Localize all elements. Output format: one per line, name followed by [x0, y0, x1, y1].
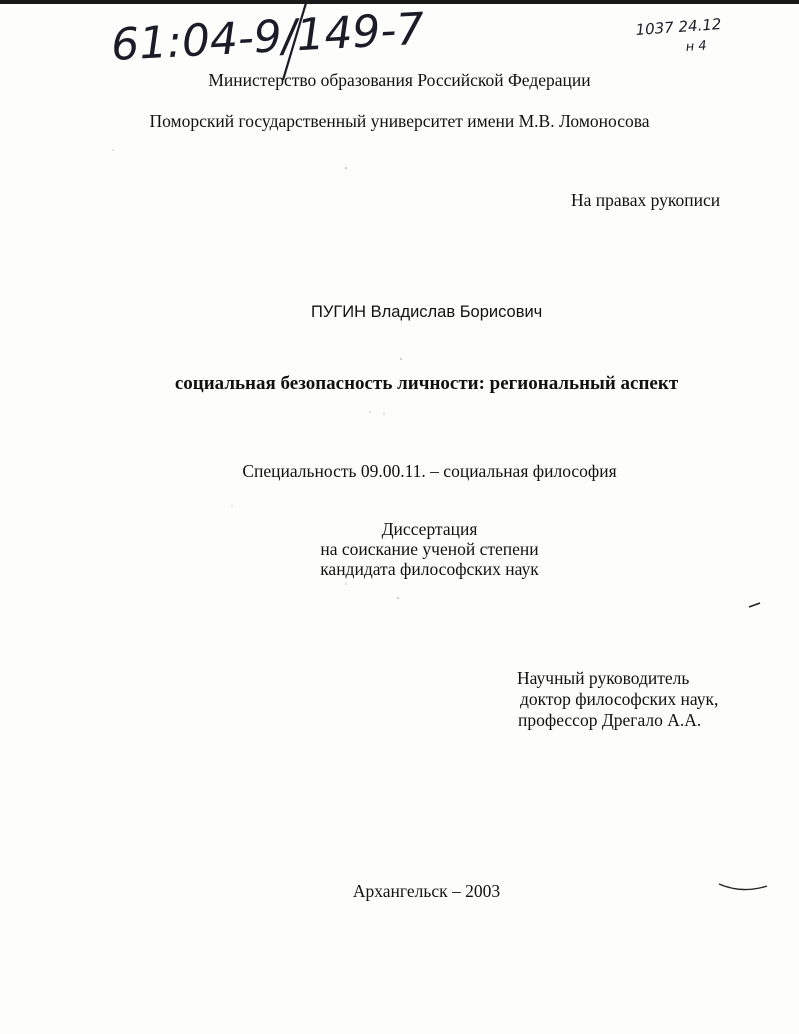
pen-mark	[719, 884, 767, 890]
svg-text:1037 24.12: 1037 24.12	[635, 15, 722, 39]
scan-speck	[400, 358, 402, 360]
author-name: ПУГИН Владислав Борисович	[311, 303, 543, 321]
scan-speck	[345, 583, 346, 584]
degree-line-1: Диссертация	[381, 519, 478, 539]
university-line: Поморский государственный университет имени М.В. Ломоносова	[149, 111, 650, 131]
supervisor-line-3: профессор Дрегало А.А.	[518, 710, 702, 730]
degree-line-3: кандидата философских наук	[320, 559, 539, 579]
supervisor-line-1: Научный руководитель	[517, 668, 690, 688]
dissertation-title: социальная безопасность личности: региональный аспект	[174, 373, 679, 394]
scan-speck	[112, 149, 113, 150]
place-year-line: Архангельск – 2003	[352, 881, 501, 901]
pen-mark	[749, 603, 760, 607]
scan-speck	[369, 411, 370, 412]
scan-speck	[231, 505, 232, 506]
supervisor-line-2: доктор философских наук,	[520, 689, 719, 709]
degree-line-2: на соискание ученой степени	[320, 539, 539, 559]
specialty-line: Специальность 09.00.11. – социальная философия	[242, 461, 617, 481]
ministry-line: Министерство образования Российской Федерации	[208, 70, 591, 90]
svg-text:н 4: н 4	[685, 38, 708, 55]
scan-speck	[345, 167, 347, 169]
svg-text:61:04-9/149-7: 61:04-9/149-7	[109, 3, 426, 71]
scan-speck	[383, 413, 384, 414]
scan-speck	[397, 597, 399, 599]
rights-notice: На правах рукописи	[571, 190, 721, 210]
